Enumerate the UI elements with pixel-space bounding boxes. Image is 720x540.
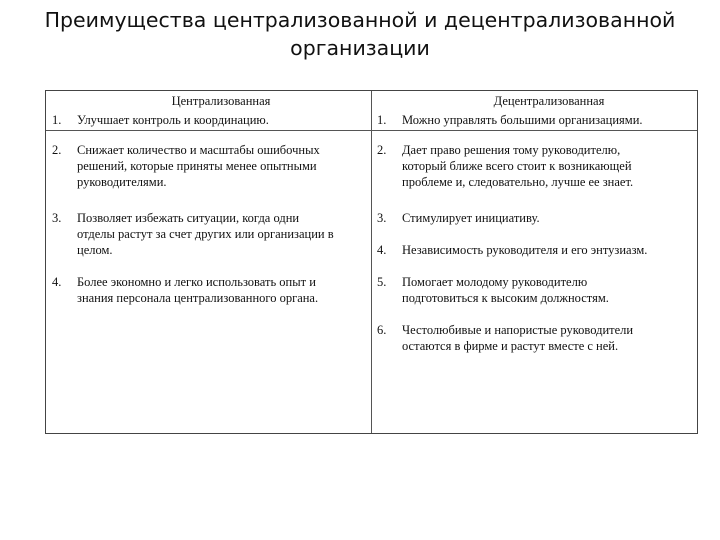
decentralized-item-5-number: 5.	[377, 275, 387, 289]
title-line-2: организации	[290, 36, 430, 60]
decentralized-item-6-line-2: остаются в фирме и растут вместе с ней.	[402, 339, 619, 353]
centralized-item-4-number: 4.	[52, 275, 62, 289]
centralized-item-2-line-3: руководителями.	[77, 175, 167, 189]
decentralized-item-4-line-1: Независимость руководителя и его энтузиазм.	[402, 243, 648, 257]
centralized-item-2-line-2: решений, которые приняты менее опытными	[77, 159, 317, 173]
page-title	[40, 6, 680, 62]
decentralized-item-5-line-2: подготовиться к высоким должностям.	[402, 291, 609, 305]
decentralized-item-2-line-2: который ближе всего стоит к возникающей	[402, 159, 632, 173]
decentralized-item-2-number: 2.	[377, 143, 387, 157]
comparison-table	[45, 90, 698, 434]
decentralized-item-3-number: 3.	[377, 211, 387, 225]
decentralized-item-1	[402, 112, 643, 128]
centralized-item-4-line-2: знания персонала централизованного органа.	[77, 291, 319, 305]
decentralized-item-3	[402, 210, 540, 226]
centralized-item-2-line-1: Снижает количество и масштабы ошибочных	[77, 143, 320, 157]
title-line-1: Преимущества централизованной и децентрализованной	[44, 8, 676, 32]
column-divider	[371, 91, 372, 433]
decentralized-item-4-number: 4.	[377, 243, 387, 257]
decentralized-item-3-line-1: Стимулирует инициативу.	[402, 211, 540, 225]
centralized-item-3-number: 3.	[52, 211, 62, 225]
decentralized-item-2-line-3: проблеме и, следовательно, лучше ее знает.	[402, 175, 634, 189]
decentralized-item-5	[402, 274, 609, 306]
decentralized-item-5-line-1: Помогает молодому руководителю	[402, 275, 588, 289]
centralized-item-2	[77, 142, 320, 190]
centralized-item-3-line-3: целом.	[77, 243, 113, 257]
centralized-item-1-line-1: Улучшает контроль и координацию.	[77, 113, 269, 127]
decentralized-header: Децентрализованная	[493, 94, 605, 108]
decentralized-item-6	[402, 322, 633, 354]
centralized-item-3-line-1: Позволяет избежать ситуации, когда одни	[77, 211, 300, 225]
centralized-item-1-number: 1.	[52, 113, 62, 127]
centralized-item-1	[77, 112, 269, 128]
decentralized-item-6-line-1: Честолюбивые и напористые руководители	[402, 323, 634, 337]
decentralized-item-1-line-1: Можно управлять большими организациями.	[402, 113, 643, 127]
decentralized-item-2	[402, 142, 633, 190]
centralized-header: Централизованная	[171, 94, 271, 108]
centralized-item-3	[77, 210, 334, 258]
row-divider	[46, 130, 697, 131]
decentralized-item-6-number: 6.	[377, 323, 387, 337]
decentralized-item-4	[402, 242, 647, 258]
centralized-item-2-number: 2.	[52, 143, 62, 157]
decentralized-item-2-line-1: Дает право решения тому руководителю,	[402, 143, 621, 157]
centralized-item-3-line-2: отделы растут за счет других или организации в	[77, 227, 334, 241]
decentralized-item-1-number: 1.	[377, 113, 387, 127]
centralized-item-4-line-1: Более экономно и легко использовать опыт и	[77, 275, 316, 289]
centralized-item-4	[77, 274, 318, 306]
